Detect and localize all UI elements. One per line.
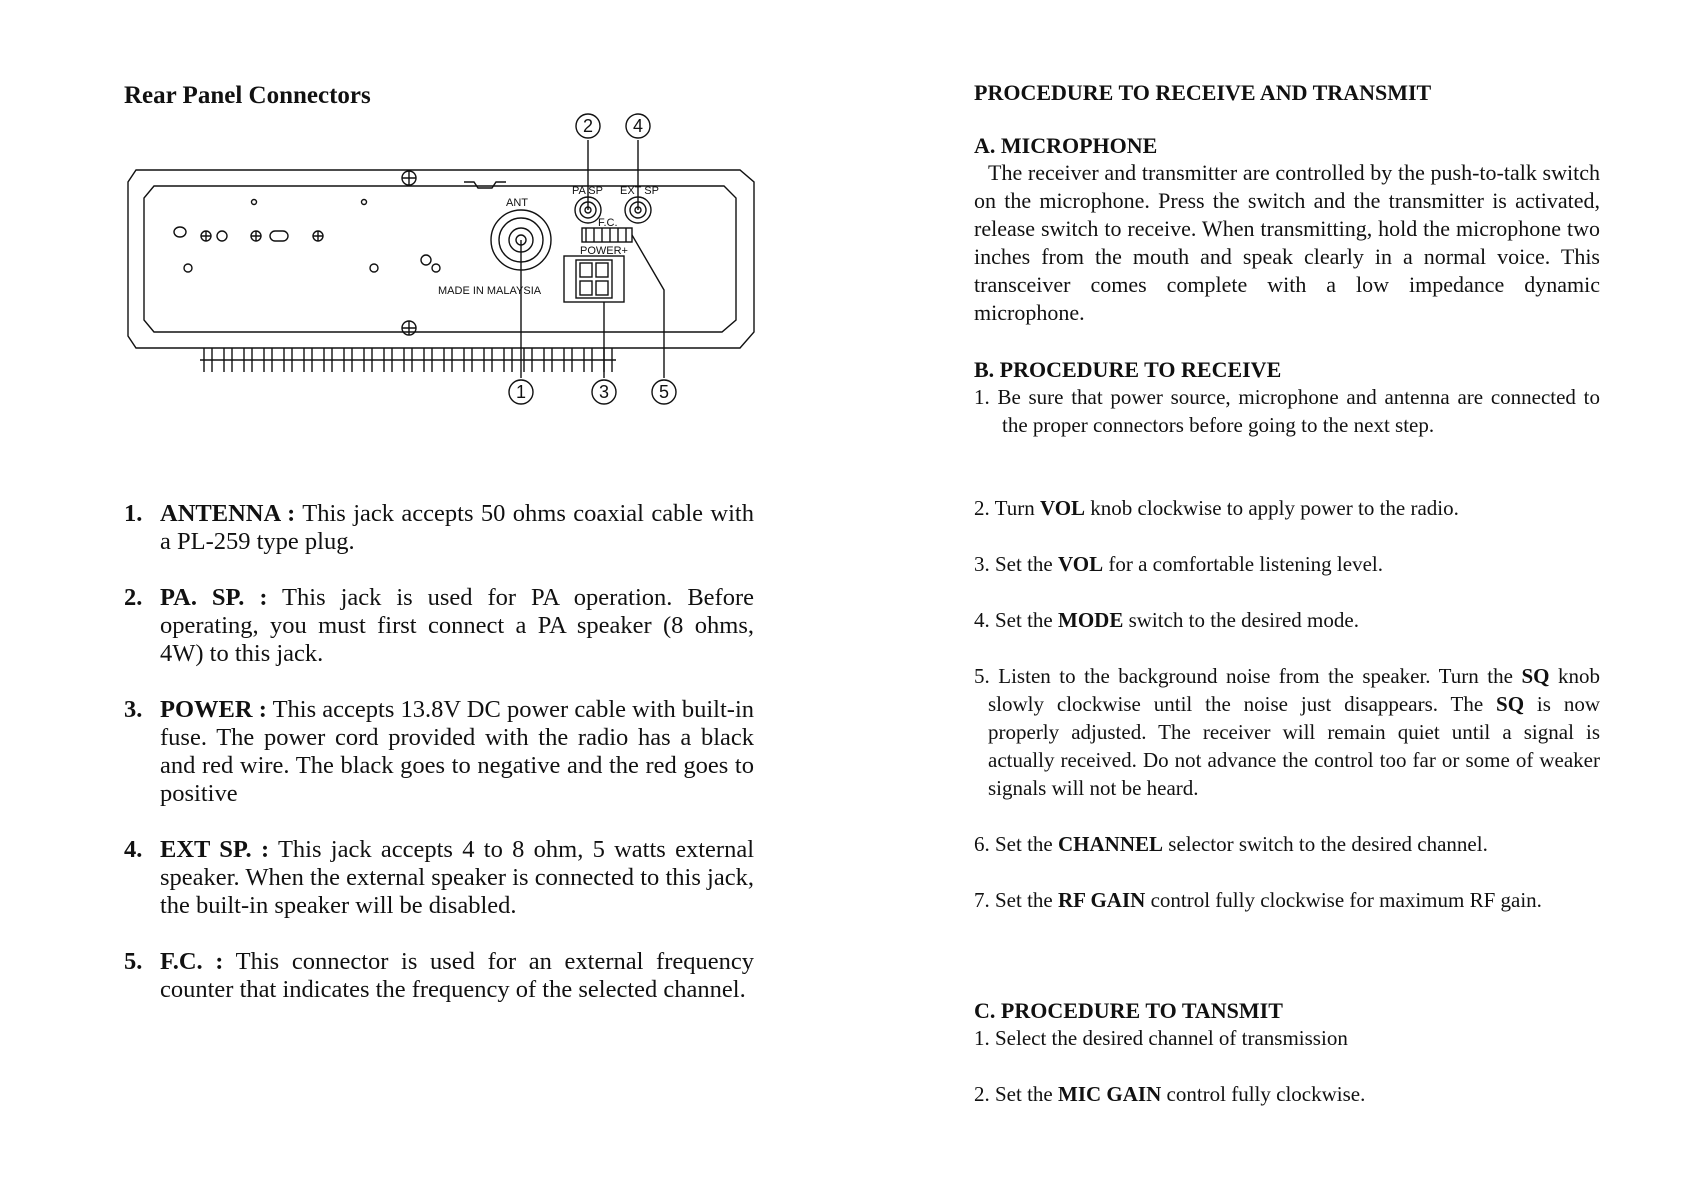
item-text: This jack accepts 4 to 8 ohm, 5 watts external speaker. When the external speaker is connected to this jack, the built-in speaker will be disabled.	[160, 836, 755, 919]
label-made-in: MADE IN MALAYSIA	[438, 285, 542, 297]
callout-3: 3	[598, 382, 610, 402]
callout-2: 2	[582, 116, 594, 136]
transmit-step-2: 2. Set the MIC GAIN control fully clockwise.	[974, 1082, 1366, 1106]
rear-panel-diagram	[124, 110, 764, 450]
item-text: This jack accepts 50 ohms coaxial cable with a PL-259 type plug.	[160, 500, 754, 555]
section-a-heading: A. MICROPHONE	[974, 133, 1158, 158]
section-b-heading: B. PROCEDURE TO RECEIVE	[974, 357, 1282, 382]
item-number: 2.	[124, 584, 143, 611]
item-label: POWER :	[160, 696, 267, 723]
receive-step-3: 3. Set the VOL for a comfortable listening level.	[974, 552, 1383, 576]
list-item	[124, 584, 754, 668]
callout-4: 4	[632, 116, 644, 136]
item-label: ANTENNA :	[160, 500, 296, 527]
receive-step-5: 5. Listen to the background noise from the speaker. Turn the SQ knob slowly clockwise until the noise just disappears. The SQ is now properly adjusted. The receiver will remain quiet until a signal is actually received. Do not advance the control too far or some of weaker signals will not be heard.	[974, 664, 1601, 800]
list-item	[124, 948, 754, 1004]
callout-5: 5	[658, 382, 670, 402]
label-ext-sp: EXT SP	[620, 185, 659, 197]
item-text: This jack is used for PA operation. Before operating, you must first connect a PA speaker (8 ohms, 4W) to this jack.	[160, 584, 755, 667]
list-item	[124, 836, 754, 920]
item-number: 4.	[124, 836, 143, 863]
list-item	[124, 696, 754, 808]
transmit-step-1: 1. Select the desired channel of transmission	[974, 1026, 1348, 1050]
section-c-heading: C. PROCEDURE TO TANSMIT	[974, 998, 1283, 1023]
section-a-text: The receiver and transmitter are controlled by the push-to-talk switch on the microphone. Press the switch and the transmitter is activated, release switch to receive. When transmitting, hold the microphone two inches from the mouth and speak clearly in a normal voice. This transceiver comes complete with a low impedance dynamic microphone.	[974, 160, 1600, 325]
item-label: F.C. :	[160, 948, 224, 975]
panel-bevel	[144, 186, 736, 332]
receive-step-4: 4. Set the MODE switch to the desired mode.	[974, 608, 1359, 632]
connector-list	[124, 500, 754, 1032]
item-text: This connector is used for an external frequency counter that indicates the frequency of the selected channel.	[160, 948, 754, 1003]
item-number: 1.	[124, 500, 143, 527]
item-text: This accepts 13.8V DC power cable with built-in fuse. The power cord provided with the radio has a black and red wire. The black goes to negative and the red goes to positive	[160, 696, 755, 807]
item-label: PA. SP. :	[160, 584, 268, 611]
receive-step-7: 7. Set the RF GAIN control fully clockwise for maximum RF gain.	[974, 888, 1542, 912]
label-fc: F.C.	[598, 217, 618, 229]
item-number: 5.	[124, 948, 143, 975]
power-connector	[564, 256, 624, 302]
label-power: POWER+	[580, 245, 628, 257]
label-ant: ANT	[506, 197, 528, 209]
label-pa-sp: PA SP	[572, 185, 603, 197]
page-title: PROCEDURE TO RECEIVE AND TRANSMIT	[974, 80, 1432, 105]
callout-1: 1	[515, 382, 527, 402]
panel-outline	[128, 170, 754, 348]
fc-connector	[582, 228, 632, 242]
list-item	[124, 500, 754, 556]
receive-step-6: 6. Set the CHANNEL selector switch to the desired channel.	[974, 832, 1488, 856]
item-number: 3.	[124, 696, 143, 723]
receive-step-1: 1. Be sure that power source, microphone and antenna are connected to the proper connectors before going to the next step.	[974, 385, 1600, 437]
item-label: EXT SP. :	[160, 836, 270, 863]
receive-step-2: 2. Turn VOL knob clockwise to apply power to the radio.	[974, 496, 1459, 520]
section-title: Rear Panel Connectors	[124, 82, 371, 109]
